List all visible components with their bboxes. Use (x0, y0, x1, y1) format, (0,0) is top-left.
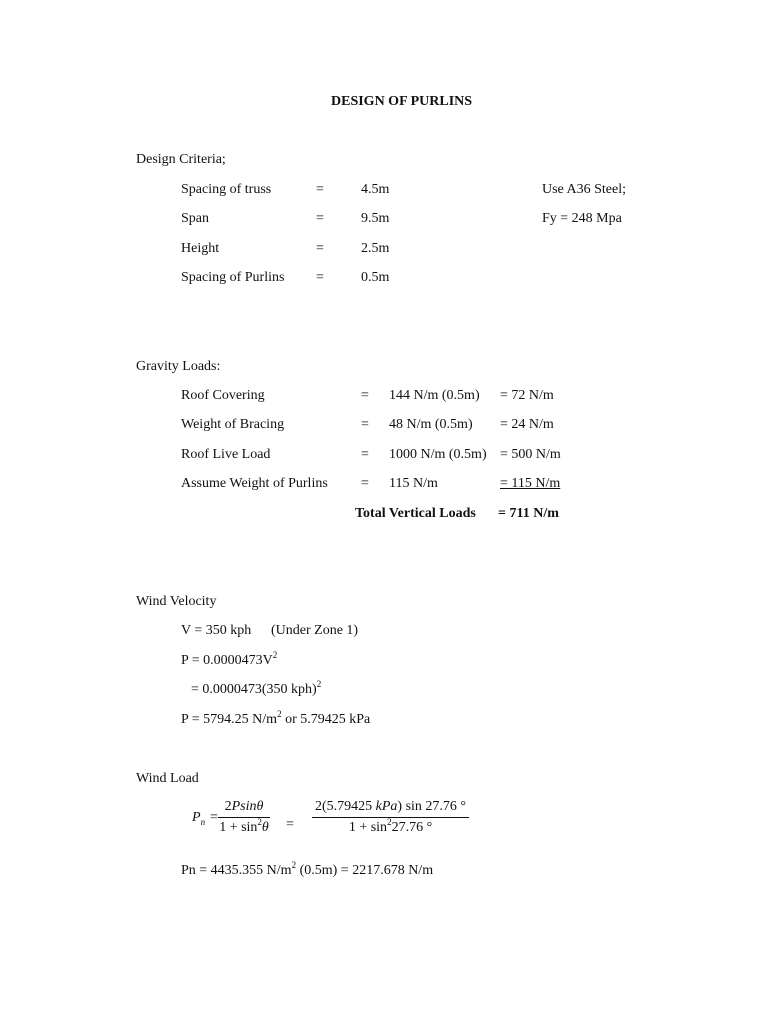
wind-load-heading: Wind Load (136, 771, 199, 786)
page-title: DESIGN OF PURLINS (331, 94, 473, 109)
pn-mid-equals: = (286, 817, 294, 832)
load-result: = 24 N/m (500, 417, 554, 432)
criteria-label: Height (181, 241, 220, 256)
load-value: 115 N/m (389, 476, 438, 491)
pn-symbol: $P_n$ (192, 810, 206, 827)
load-equals: = (361, 447, 369, 462)
criteria-note: Fy = 248 Mpa (542, 211, 622, 226)
total-vertical-loads-label: Total Vertical Loads (355, 506, 476, 521)
criteria-label: Spacing of truss (181, 182, 272, 197)
load-label: Weight of Bracing (181, 417, 285, 432)
pn-result: Pn = 4435.355 $N/m^2$ (0.5m) = 2217.678 N/m (181, 860, 434, 878)
load-value: 48 N/m (0.5m) (389, 417, 473, 432)
criteria-value: 4.5m (361, 182, 390, 197)
criteria-note: Use A36 Steel; (542, 182, 626, 197)
criteria-equals: = (316, 241, 324, 256)
fraction-bar (218, 817, 270, 818)
pn-formula-fraction (218, 799, 270, 836)
criteria-value: 0.5m (361, 270, 390, 285)
pressure-result: P = 5794.25 $N/m^2$ or 5.79425 kPa (181, 709, 371, 727)
design-criteria-heading: Design Criteria; (136, 152, 226, 167)
criteria-equals: = (316, 182, 324, 197)
pn-equals: = (210, 810, 218, 825)
load-label: Assume Weight of Purlins (181, 476, 328, 491)
criteria-value: 9.5m (361, 211, 390, 226)
pn-substitution-fraction (312, 799, 469, 836)
load-result: = 115 N/m (500, 476, 561, 491)
criteria-equals: = (316, 211, 324, 226)
criteria-equals: = (316, 270, 324, 285)
load-result: = 500 N/m (500, 447, 561, 462)
total-vertical-loads-value: = 711 N/m (498, 506, 559, 521)
gravity-loads-heading: Gravity Loads: (136, 359, 221, 374)
criteria-label: Spacing of Purlins (181, 270, 285, 285)
load-label: Roof Live Load (181, 447, 271, 462)
velocity-line: V = 350 kph (181, 623, 252, 638)
pn-formula-denominator: $1 + \sin^2\theta$ (219, 817, 269, 835)
load-label: Roof Covering (181, 388, 265, 403)
load-result: = 72 N/m (500, 388, 554, 403)
zone-note: (Under Zone 1) (271, 623, 359, 638)
pn-substitution-denominator: $1 + \sin^227.76$ ° (348, 817, 433, 835)
load-value: 144 N/m (0.5m) (389, 388, 480, 403)
pressure-substitution: = 0.0000473(350 kph)$^2$ (191, 679, 322, 697)
criteria-label: Span (181, 211, 209, 226)
load-equals: = (361, 417, 369, 432)
pressure-formula: $P = 0.0000473V^2$ (181, 650, 278, 668)
pn-substitution-numerator: 2(5.79425 kPa) sin 27.76 ° (314, 799, 467, 814)
wind-velocity-heading: Wind Velocity (136, 594, 217, 609)
criteria-value: 2.5m (361, 241, 390, 256)
load-value: 1000 N/m (0.5m) (389, 447, 487, 462)
pn-formula-numerator: 2Psinθ (224, 799, 264, 814)
load-equals: = (361, 476, 369, 491)
load-equals: = (361, 388, 369, 403)
